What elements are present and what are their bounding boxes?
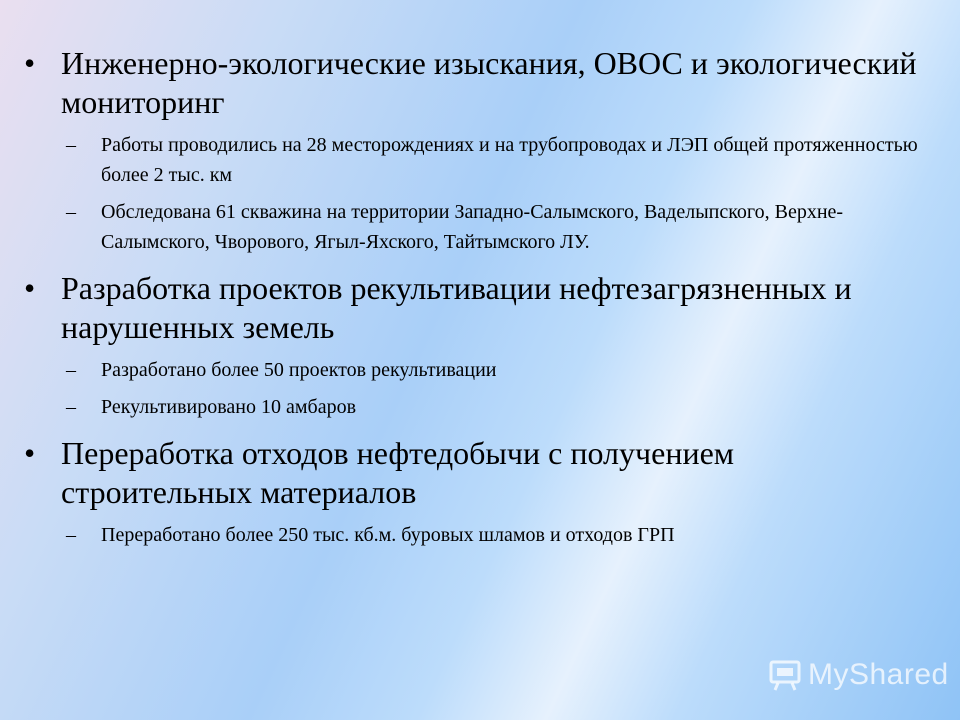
bullet-dot: • bbox=[24, 435, 36, 471]
bullet-heading bbox=[24, 44, 924, 122]
myshared-watermark bbox=[768, 657, 949, 693]
section-reclamation bbox=[24, 269, 924, 422]
bullet-dot: • bbox=[24, 45, 36, 81]
sub-text: Переработано более 250 тыс. кб.м. буровых шламов и отходов ГРП bbox=[101, 524, 675, 546]
section-waste-processing bbox=[24, 434, 924, 550]
sub-item bbox=[24, 392, 924, 422]
slide-content bbox=[24, 44, 924, 562]
sub-dash: – bbox=[66, 359, 76, 381]
sub-item bbox=[24, 520, 924, 550]
sub-item bbox=[24, 197, 924, 257]
sub-text: Обследована 61 скважина на территории Западно-Салымского, Ваделыпского, Верхне-Салымского, Чворового, Ягыл-Яхского, Тайтымского ЛУ. bbox=[101, 201, 844, 253]
sub-dash: – bbox=[66, 396, 76, 418]
bullet-dot: • bbox=[24, 270, 36, 306]
sub-list bbox=[24, 130, 924, 257]
section-survey bbox=[24, 44, 924, 257]
sub-text: Рекультивировано 10 амбаров bbox=[101, 396, 357, 418]
bullet-text: Переработка отходов нефтедобычи с получением строительных материалов bbox=[61, 435, 735, 510]
sub-item bbox=[24, 355, 924, 385]
bullet-heading bbox=[24, 269, 924, 347]
presentation-board-icon bbox=[768, 658, 802, 692]
sub-dash: – bbox=[66, 201, 76, 223]
sub-item bbox=[24, 130, 924, 190]
bullet-heading bbox=[24, 434, 924, 512]
bullet-text: Разработка проектов рекультивации нефтезагрязненных и нарушенных земель bbox=[61, 270, 852, 345]
sub-list bbox=[24, 520, 924, 550]
sub-text: Работы проводились на 28 месторождениях и на трубопроводах и ЛЭП общей протяженностью более 2 тыс. км bbox=[101, 134, 918, 186]
sub-dash: – bbox=[66, 134, 76, 156]
sub-list bbox=[24, 355, 924, 422]
bullet-text: Инженерно-экологические изыскания, ОВОС и экологический мониторинг bbox=[61, 45, 917, 120]
watermark-text: MyShared bbox=[808, 658, 949, 691]
sub-dash: – bbox=[66, 524, 76, 546]
sub-text: Разработано более 50 проектов рекультивации bbox=[101, 359, 497, 381]
